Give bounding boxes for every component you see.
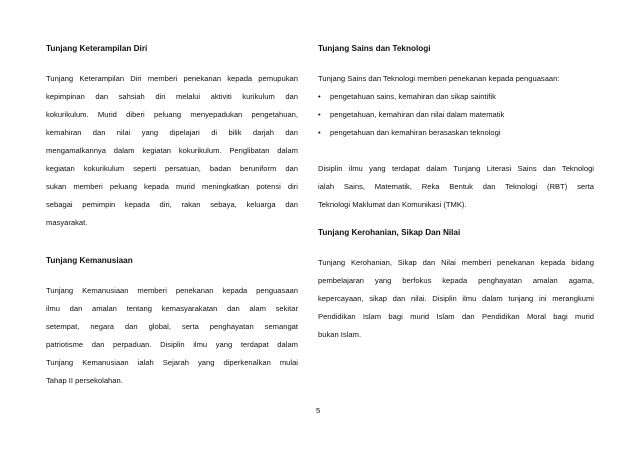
paragraph-line: Tunjang Keterampilan Diri memberi penekanan kepada pemupukan	[46, 74, 298, 83]
paragraph-line: Teknologi Maklumat dan Komunikasi (TMK).	[318, 200, 467, 209]
paragraph-line: ilmu dan amalan tentang kemasyarakatan dan alam sekitar	[46, 304, 298, 313]
bullet-dot-icon: •	[318, 128, 321, 137]
paragraph-line: kepimpinan dan sahsiah diri melalui aktiviti kurikulum dan	[46, 92, 298, 101]
heading-kerohanian: Tunjang Kerohanian, Sikap Dan Nilai	[318, 228, 461, 237]
paragraph-line: Tunjang Kemanusiaan memberi penekanan kepada penguasaan	[46, 286, 298, 295]
bullet-item: • pengetahuan, kemahiran dan nilai dalam matematik	[318, 110, 505, 119]
paragraph-line: sebagai pemimpin kepada diri, rakan sebaya, keluarga dan	[46, 200, 298, 209]
bullet-dot-icon: •	[318, 110, 321, 119]
paragraph-line: pembelajaran yang berfokus kepada penghayatan amalan agama,	[318, 276, 594, 285]
paragraph-line: patriotisme dan perpaduan. Disiplin ilmu yang terdapat dalam	[46, 340, 298, 349]
paragraph-line: setempat, negara dan global, serta penghayatan semangat	[46, 322, 298, 331]
heading-keterampilan-diri: Tunjang Keterampilan Diri	[46, 44, 148, 53]
paragraph-line: Tunjang Kerohanian, Sikap dan Nilai memberi penekanan kepada bidang	[318, 258, 594, 267]
paragraph-line: Disiplin ilmu yang terdapat dalam Tunjang Literasi Sains dan Teknologi	[318, 164, 594, 173]
bullet-item: • pengetahuan sains, kemahiran dan sikap saintifik	[318, 92, 496, 101]
paragraph-line: kemahiran dan nilai yang dipelajari di bilik darjah dan	[46, 128, 298, 137]
paragraph-line: kepercayaan, sikap dan nilai. Disiplin ilmu dalam tunjang ini merangkumi	[318, 294, 594, 303]
page-number: 5	[316, 406, 321, 415]
paragraph-line: masyarakat.	[46, 218, 88, 227]
bullet-item: • pengetahuan dan kemahiran berasaskan teknologi	[318, 128, 501, 137]
paragraph-line: bukan Islam.	[318, 330, 362, 339]
paragraph-line: Tunjang Kemanusiaan ialah Sejarah yang diperkenalkan mulai	[46, 358, 298, 367]
paragraph-line: mengamalkannya dalam kegiatan kokurikulum. Penglibatan dalam	[46, 146, 298, 155]
paragraph-line: Pendidikan Islam bagi murid Islam dan Pendidikan Moral bagi murid	[318, 312, 594, 321]
heading-sains-teknologi: Tunjang Sains dan Teknologi	[318, 44, 431, 53]
bullet-dot-icon: •	[318, 92, 321, 101]
intro-line: Tunjang Sains dan Teknologi memberi penekanan kepada penguasaan:	[318, 74, 560, 83]
paragraph-line: kegiatan kokurikulum seperti persatuan, badan beruniform dan	[46, 164, 298, 173]
paragraph-line: sukan memberi peluang kepada murid meningkatkan potensi diri	[46, 182, 298, 191]
heading-kemanusiaan: Tunjang Kemanusiaan	[46, 256, 133, 265]
paragraph-line: kokurikulum. Murid diberi peluang menyepadukan pengetahuan,	[46, 110, 298, 119]
paragraph-line: ialah Sains, Matematik, Reka Bentuk dan Teknologi (RBT) serta	[318, 182, 594, 191]
paragraph-line: Tahap II persekolahan.	[46, 376, 123, 385]
